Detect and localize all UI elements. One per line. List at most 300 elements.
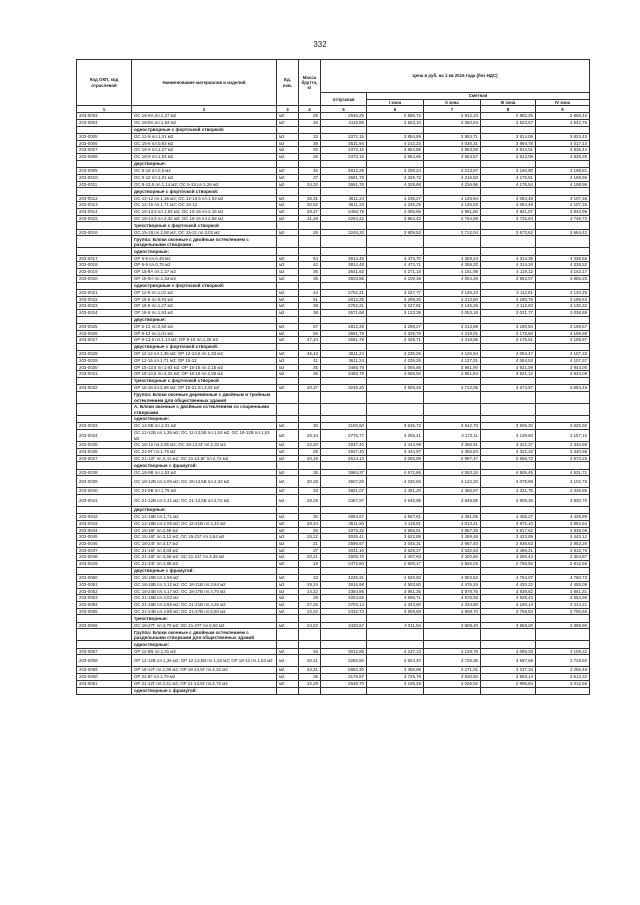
row-zone4-price: 3 038,69 — [536, 309, 590, 316]
row-name: ОР 15-9 пл.1,27 м2 — [132, 303, 277, 310]
row-zone1-price: 4 235,25 — [367, 202, 424, 209]
row-zone3-price: 4 175,54 — [481, 181, 536, 188]
row-release-price: 3703,14 — [321, 601, 367, 608]
row-name: ОС 21-12Г пл.2,41 м2; ОС 21-13,5Г пл.2,72 м2 — [132, 455, 277, 462]
row-mass: 35,31 — [299, 195, 321, 202]
row-unit: м2 — [277, 488, 299, 495]
table-row — [77, 140, 590, 147]
row-zone4-price: 3 942,99 — [536, 209, 590, 216]
row-unit: м2 — [277, 534, 299, 541]
row-zone2-price: 3 145,26 — [424, 303, 481, 310]
row-zone1-price: 2 885,72 — [367, 113, 424, 120]
row-zone2-price: 3 172,11 — [424, 430, 481, 442]
row-zone1-price: 4 329,75 — [367, 330, 424, 337]
row-zone3-price: 3 972,10 — [481, 520, 536, 527]
row-name: ОС 12-15 пл.1,71 м2; ОС 15-12 — [132, 202, 277, 209]
row-zone2-price: 4 803,53 — [424, 575, 481, 582]
row-zone4-price: 3 985,25 — [536, 275, 590, 282]
row-zone2-price: 4 216,93 — [424, 174, 481, 181]
row-name: ОС 12-18В пл.1,71 м2 — [132, 514, 277, 521]
row-zone2-cell — [424, 236, 481, 248]
row-zone2-price: 3 961,60 — [424, 209, 481, 216]
row-release-price: 4004,66 — [321, 595, 367, 602]
row-mass-cell — [299, 687, 321, 694]
row-zone1-cell — [367, 567, 424, 574]
row-zone4-price: 3 718,60 — [536, 655, 590, 667]
row-zone3-cell — [481, 567, 536, 574]
row-code: 203-0015 — [77, 215, 132, 222]
row-release-price: 3691,78 — [321, 174, 367, 181]
row-name: ОР 6-9 пл.0,49 м2 — [132, 255, 277, 262]
row-unit: м2 — [277, 469, 299, 476]
row-release-price: 2646,70 — [321, 680, 367, 687]
row-release-price: 3611,24 — [321, 358, 367, 365]
section-row — [77, 687, 590, 694]
row-zone3-price: 3 180,80 — [481, 168, 536, 175]
row-zone2-price: 4 451,05 — [424, 514, 481, 521]
row-zone1-cell — [367, 188, 424, 195]
row-zone2-price: 2 967,40 — [424, 541, 481, 548]
row-name: ОС 15-13,5 пл.1,93 м2; ОС 15-15 пл.2,15 м2 — [132, 209, 277, 216]
row-release-price: 2812,29 — [321, 323, 367, 330]
row-zone1-price: 4 065,86 — [367, 364, 424, 371]
row-zone2-price: 3 542,70 — [424, 423, 481, 430]
row-name: ОР 12-9 пл.1,01 м2 — [132, 289, 277, 296]
row-zone4-cell — [536, 462, 590, 469]
row-zone4-cell — [536, 416, 590, 423]
section-heading: двустворные с форточкой створкой: — [132, 344, 277, 351]
row-zone1-price: 3 444,97 — [367, 448, 424, 455]
row-zone1-price: 3 809,49 — [367, 385, 424, 392]
row-release-price: 3691,78 — [321, 181, 367, 188]
row-code: 203-0021 — [77, 289, 132, 296]
row-zone1-price: 3 863,42 — [367, 215, 424, 222]
row-zone2-price: 4 359,20 — [424, 262, 481, 269]
row-unit: м2 — [277, 323, 299, 330]
row-zone3-price: 4 190,14 — [481, 601, 536, 608]
table-row — [77, 476, 590, 488]
row-zone4-price: 3 012,58 — [536, 680, 590, 687]
row-zone2-price: 4 013,41 — [424, 520, 481, 527]
header-zone-3: III зона — [481, 99, 536, 106]
row-mass: 38 — [299, 309, 321, 316]
row-mass: 45 — [299, 168, 321, 175]
row-zone2-price: 4 576,58 — [424, 595, 481, 602]
section-row — [77, 392, 590, 404]
row-unit: м2 — [277, 147, 299, 154]
section-row — [77, 641, 590, 648]
row-release-price: 2596,57 — [321, 541, 367, 548]
section-row — [77, 160, 590, 167]
row-name: ОР 18-12Г пл.2,06 м2; ОР 18-13,5Г пл.2,32 м2 — [132, 667, 277, 674]
row-unit: м2 — [277, 330, 299, 337]
row-code: 203-0038 — [77, 469, 132, 476]
row-zone1-price: 4 271,18 — [367, 269, 424, 276]
row-release-price: 3894,67 — [321, 514, 367, 521]
row-name: ОС 21-18В пл.3,65 м2; ОС 21-21В пл.4,26 м2 — [132, 601, 277, 608]
row-zone4-price: 3 835,38 — [536, 154, 590, 161]
row-code: 203-0055 — [77, 608, 132, 615]
row-name: ОС 12-18В пл.2,06 м2; ОС 12-21В пл.2,42 м2 — [132, 520, 277, 527]
row-zone1-price: 2 900,17 — [367, 561, 424, 568]
row-zone4-cell — [536, 282, 590, 289]
row-zone1-price: 4 235,26 — [367, 351, 424, 358]
row-zone1-cell — [367, 392, 424, 404]
row-unit: м2 — [277, 680, 299, 687]
row-unit: м2 — [277, 364, 299, 371]
row-mass-cell — [299, 392, 321, 404]
table-row — [77, 608, 590, 615]
table-row — [77, 601, 590, 608]
row-zone4-price: 3 157,10 — [536, 430, 590, 442]
row-zone1-price: 3 622,88 — [367, 534, 424, 541]
row-code: 203-0009 — [77, 168, 132, 175]
row-code: 203-0028 — [77, 351, 132, 358]
row-release-price: 3367,97 — [321, 494, 367, 506]
row-zone4-price: 3 130,32 — [536, 303, 590, 310]
table-row — [77, 255, 590, 262]
row-name: ОС 21-12В пл.2,41 м2; ОС 21-13,5В пл.2,72 м2 — [132, 494, 277, 506]
header-name: Наименование материалов и изделий — [132, 60, 277, 106]
row-zone3-price: 3 506,20 — [481, 423, 536, 430]
row-mass: 32,29 — [299, 680, 321, 687]
row-zone3-price: 3 112,83 — [481, 303, 536, 310]
row-zone1-price: 4 696,71 — [367, 595, 424, 602]
row-zone3-price: 4 084,48 — [481, 202, 536, 209]
header-release: отпускная — [321, 93, 367, 106]
section-heading: двустворные: — [132, 316, 277, 323]
table-row — [77, 385, 590, 392]
row-name: ОС 18-24В пл.4,17 м2; ОС 18-27В пл.4,70 м2 — [132, 588, 277, 595]
table-row — [77, 581, 590, 588]
header-price-group: Цена в руб. на 1 кв 2016 года (без НДС) — [321, 60, 590, 93]
row-name: ОС 18-9А пл.1,53 м2 — [132, 120, 277, 127]
row-code: 203-0013 — [77, 202, 132, 209]
row-unit-cell — [277, 316, 299, 323]
row-zone3-price: 2 796,92 — [481, 561, 536, 568]
row-zone4-price: 4 455,09 — [536, 581, 590, 588]
row-code-cell — [77, 188, 132, 195]
row-zone1-cell — [367, 316, 424, 323]
row-code: 203-0045 — [77, 534, 132, 541]
row-unit: м2 — [277, 309, 299, 316]
row-code: 203-0048 — [77, 554, 132, 561]
row-zone2-price: 3 356,91 — [424, 442, 481, 449]
row-zone3-price: 3 322,37 — [481, 442, 536, 449]
row-zone1-price: 4 481,20 — [367, 488, 424, 495]
row-zone1-cell — [367, 641, 424, 648]
row-unit: м2 — [277, 514, 299, 521]
row-zone4-cell — [536, 641, 590, 648]
row-unit: м2 — [277, 275, 299, 282]
row-zone1-price: 3 725,78 — [367, 674, 424, 681]
row-mass: 19 — [299, 561, 321, 568]
row-name: ОР 12-15 пл.1,71 м2; ОР 15-12 — [132, 358, 277, 365]
row-unit: м2 — [277, 255, 299, 262]
row-zone3-price: 3 725,84 — [481, 215, 536, 222]
row-zone1-price: 4 230,50 — [367, 476, 424, 488]
row-unit: м2 — [277, 289, 299, 296]
header-unit: Ед. изм. — [277, 60, 299, 106]
row-release-price: 2614,14 — [321, 455, 367, 462]
row-name: ОС 15-18 пл.2,58 м2; ОС 15-21 пл.3,02 м2 — [132, 229, 277, 236]
row-unit: м2 — [277, 648, 299, 655]
table-row — [77, 181, 590, 188]
table-row — [77, 655, 590, 667]
row-zone4-price: 2 953,26 — [536, 541, 590, 548]
row-mass: 41 — [299, 358, 321, 365]
row-code: 203-0020 — [77, 275, 132, 282]
row-release-cell — [321, 378, 367, 385]
section-heading: одностворные: — [132, 641, 277, 648]
section-heading: двустворные: — [132, 506, 277, 513]
row-zone1-price: 4 142,23 — [367, 140, 424, 147]
row-code: 203-0046 — [77, 541, 132, 548]
row-code: 203-0039 — [77, 476, 132, 488]
row-zone3-price: 3 237,34 — [481, 667, 536, 674]
row-zone3-price: 3 523,67 — [481, 120, 536, 127]
row-zone4-price: 3 340,98 — [536, 442, 590, 449]
section-row — [77, 126, 590, 133]
table-row — [77, 430, 590, 442]
row-zone1-price: 4 473,70 — [367, 255, 424, 262]
row-mass: 38 — [299, 303, 321, 310]
row-zone2-price: 3 145,23 — [424, 289, 481, 296]
row-zone2-price: 3 459,48 — [424, 534, 481, 541]
row-mass: 46,43 — [299, 351, 321, 358]
row-unit-cell — [277, 506, 299, 513]
table-row — [77, 520, 590, 527]
row-zone4-price: 4 107,38 — [536, 195, 590, 202]
row-release-price: 3375,32 — [321, 527, 367, 534]
row-mass: 29,27 — [299, 209, 321, 216]
row-zone1-price: 4 329,71 — [367, 337, 424, 344]
row-name: ОС 15-6 пл.0,83 м2 — [132, 140, 277, 147]
row-zone3-cell — [481, 506, 536, 513]
row-zone4-price: 3 443,12 — [536, 534, 590, 541]
row-zone3-cell — [481, 188, 536, 195]
row-release-price: 3384,95 — [321, 588, 367, 595]
row-zone2-price: 3 213,67 — [424, 168, 481, 175]
row-zone1-cell — [367, 506, 424, 513]
row-unit: м2 — [277, 174, 299, 181]
row-zone3-price: 4 430,22 — [481, 581, 536, 588]
row-mass: 31,28 — [299, 215, 321, 222]
row-release-price: 3691,78 — [321, 330, 367, 337]
row-zone3-cell — [481, 344, 536, 351]
row-release-price: 3814,48 — [321, 255, 367, 262]
row-zone3-price: 4 754,07 — [481, 575, 536, 582]
row-code: 203-0041 — [77, 494, 132, 506]
row-zone3-price: 3 112,81 — [481, 289, 536, 296]
row-code: 203-0007 — [77, 147, 132, 154]
row-unit: м2 — [277, 520, 299, 527]
row-zone4-price: 3 861,31 — [536, 588, 590, 595]
row-release-price: 3814,48 — [321, 262, 367, 269]
row-name: ОС 18-18В пл.3,12 м2; ОС 18-21В пл.3,64 м2 — [132, 581, 277, 588]
row-zone1-price: 4 118,81 — [367, 520, 424, 527]
row-name: ОР 21-12Г пл.2,41 м2; ОР 21-13,5Г пл.2,72 м2 — [132, 680, 277, 687]
row-zone4-price: 2 973,25 — [536, 455, 590, 462]
row-zone2-cell — [424, 248, 481, 255]
row-mass: 27,25 — [299, 601, 321, 608]
table-row — [77, 120, 590, 127]
table-row — [77, 275, 590, 282]
row-name: ОС 21-24Г пл.4,88 м2 — [132, 561, 277, 568]
row-zone4-price: 4 531,71 — [536, 469, 590, 476]
row-zone2-price: 4 161,98 — [424, 269, 481, 276]
row-name: ОС 18-9В пл.1,53 м2 — [132, 469, 277, 476]
row-zone3-cell — [481, 378, 536, 385]
row-zone4-cell — [536, 160, 590, 167]
row-mass: 34,33 — [299, 181, 321, 188]
row-code-cell — [77, 126, 132, 133]
row-name: ОР 12-9В пл.1,01 м2 — [132, 648, 277, 655]
table-row — [77, 588, 590, 595]
row-mass-cell — [299, 567, 321, 574]
row-unit-cell — [277, 567, 299, 574]
row-zone4-price: 3 130,28 — [536, 289, 590, 296]
row-zone3-cell — [481, 282, 536, 289]
row-zone3-price: 3 769,53 — [481, 608, 536, 615]
row-release-price: 3466,79 — [321, 364, 367, 371]
row-zone3-price: 3 423,89 — [481, 534, 536, 541]
row-code: 203-0061 — [77, 680, 132, 687]
row-zone2-cell — [424, 378, 481, 385]
row-zone1-price: 3 106,48 — [367, 680, 424, 687]
column-number: 7 — [424, 106, 481, 113]
row-code: 203-0016 — [77, 229, 132, 236]
row-unit: м2 — [277, 423, 299, 430]
row-zone3-price: 3 813,09 — [481, 154, 536, 161]
row-zone2-price: 3 532,53 — [424, 547, 481, 554]
row-zone2-price: 4 234,80 — [424, 601, 481, 608]
row-release-cell — [321, 687, 367, 694]
row-name: ОС 15-18Г пл.2,59 м2 — [132, 527, 277, 534]
row-mass: 21 — [299, 541, 321, 548]
header-code: Код ОКП, код отраслевой — [77, 60, 132, 106]
row-code: 203-0054 — [77, 601, 132, 608]
row-zone2-cell — [424, 188, 481, 195]
row-unit-cell — [277, 629, 299, 641]
row-release-cell — [321, 126, 367, 133]
row-mass: 67 — [299, 323, 321, 330]
row-zone3-cell — [481, 316, 536, 323]
row-name: ОС 12-9 пл.1,01 м2 — [132, 134, 277, 141]
row-release-price: 2937,40 — [321, 448, 367, 455]
row-zone1-price: 4 672,86 — [367, 469, 424, 476]
row-mass: 28 — [299, 229, 321, 236]
row-zone2-cell — [424, 316, 481, 323]
table-row — [77, 442, 590, 449]
row-mass: 25,24 — [299, 430, 321, 442]
row-unit: м2 — [277, 561, 299, 568]
row-unit: м2 — [277, 581, 299, 588]
row-release-price: 3294,22 — [321, 215, 367, 222]
row-mass-cell — [299, 188, 321, 195]
row-zone3-price: 3 921,09 — [481, 364, 536, 371]
row-zone3-price: 4 175,51 — [481, 174, 536, 181]
row-zone3-price: 4 314,35 — [481, 255, 536, 262]
row-zone3-cell — [481, 160, 536, 167]
row-zone4-price: 4 198,97 — [536, 337, 590, 344]
row-zone4-cell — [536, 236, 590, 248]
row-unit: м2 — [277, 527, 299, 534]
row-release-price: 2332,73 — [321, 608, 367, 615]
row-zone1-price: 3 227,81 — [367, 303, 424, 310]
section-heading: А. Блоки оконные с двойным остеклением со спаренными створками — [132, 404, 277, 416]
row-release-price: 3984,37 — [321, 469, 367, 476]
row-unit-cell — [277, 160, 299, 167]
row-mass-cell — [299, 248, 321, 255]
row-name: ОР 15-13,5 пл.1,93 м2; ОР 15-15 пл.2,15 м2 — [132, 364, 277, 371]
row-zone1-price: 3 356,98 — [367, 667, 424, 674]
section-row — [77, 506, 590, 513]
row-mass: 30 — [299, 147, 321, 154]
row-code: 203-0040 — [77, 488, 132, 495]
section-row — [77, 188, 590, 195]
row-code: 203-0037 — [77, 455, 132, 462]
row-zone4-price: 3 515,76 — [536, 547, 590, 554]
row-code-cell — [77, 629, 132, 641]
row-zone4-price: 3 198,61 — [536, 168, 590, 175]
table-row — [77, 364, 590, 371]
row-zone2-price: 3 853,58 — [424, 147, 481, 154]
row-zone1-price: 3 809,53 — [367, 229, 424, 236]
row-release-price: 2937,40 — [321, 442, 367, 449]
table-row — [77, 371, 590, 378]
row-release-price: 2812,29 — [321, 168, 367, 175]
row-code: 203-0050 — [77, 575, 132, 582]
row-zone2-cell — [424, 641, 481, 648]
section-heading: двустворные с форточкой створкой: — [132, 188, 277, 195]
row-unit: м2 — [277, 168, 299, 175]
row-zone4-cell — [536, 248, 590, 255]
row-zone3-cell — [481, 392, 536, 404]
row-zone1-cell — [367, 248, 424, 255]
row-zone3-price: 3 963,07 — [481, 275, 536, 282]
table-row — [77, 262, 590, 269]
row-name: ОС 9-12 пл.1,01 м2 — [132, 174, 277, 181]
row-unit-cell — [277, 188, 299, 195]
section-row — [77, 416, 590, 423]
row-unit: м2 — [277, 337, 299, 344]
row-zone3-price: 4 084,47 — [481, 351, 536, 358]
row-release-cell — [321, 629, 367, 641]
row-code: 203-0024 — [77, 309, 132, 316]
row-zone3-cell — [481, 416, 536, 423]
row-zone2-cell — [424, 567, 481, 574]
row-zone4-cell — [536, 567, 590, 574]
row-zone1-price: 3 298,26 — [367, 296, 424, 303]
row-zone2-price: 3 712,04 — [424, 229, 481, 236]
row-mass-cell — [299, 160, 321, 167]
row-zone1-price: 4 109,36 — [367, 275, 424, 282]
row-zone3-cell — [481, 126, 536, 133]
row-name: ОС 18-24Г пл.4,17 м2 — [132, 541, 277, 548]
row-zone3-price: 4 314,34 — [481, 262, 536, 269]
row-code-cell — [77, 236, 132, 248]
row-zone1-price: 3 949,95 — [367, 494, 424, 506]
row-zone4-price: 3 304,87 — [536, 554, 590, 561]
row-name: ОР 15-18 пл.2,58 м2; ОР 15-21 пл.3,02 м2 — [132, 385, 277, 392]
row-unit: м2 — [277, 209, 299, 216]
row-zone4-price: 3 943,00 — [536, 364, 590, 371]
row-mass: 28 — [299, 154, 321, 161]
row-zone2-cell — [424, 222, 481, 229]
row-mass-cell — [299, 236, 321, 248]
row-zone4-cell — [536, 687, 590, 694]
